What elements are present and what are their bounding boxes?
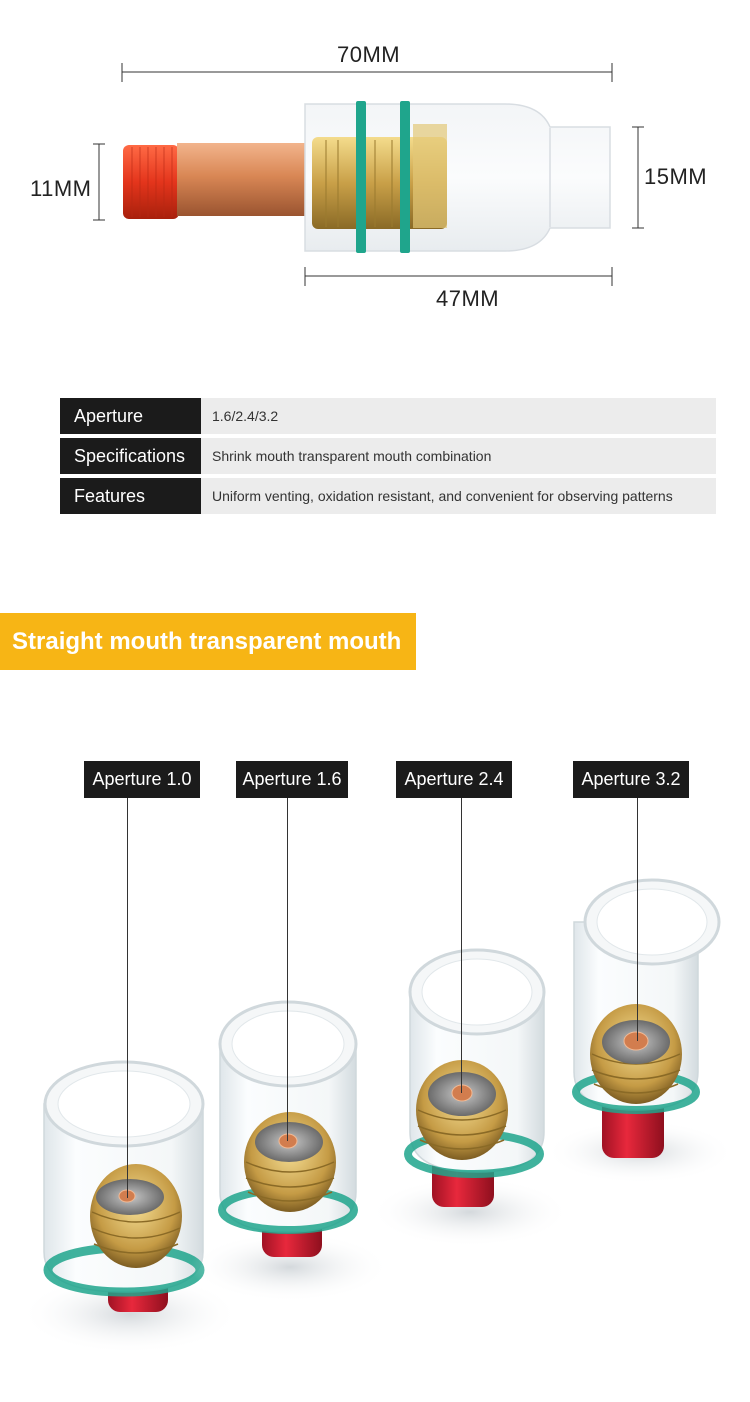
spec-key: Specifications (60, 438, 201, 474)
aperture-leader-line (127, 798, 128, 1198)
nozzle-aperture-1-0 (20, 1062, 240, 1354)
dimension-15mm (632, 127, 644, 228)
spec-value: Shrink mouth transparent mouth combination (201, 438, 716, 474)
spec-row-aperture (60, 398, 716, 434)
aperture-label-1-0: Aperture 1.0 (84, 761, 200, 798)
dimension-47mm (305, 267, 612, 286)
spec-value: 1.6/2.4/3.2 (201, 398, 716, 434)
spec-row-features (60, 478, 716, 514)
aperture-leader-line (461, 798, 462, 1093)
brass-gas-lens (312, 124, 447, 229)
spec-key: Features (60, 478, 201, 514)
dimension-label-cup: 15MM (644, 164, 708, 189)
spec-row-specifications (60, 438, 716, 474)
dimension-11mm (93, 144, 105, 220)
spec-table (60, 398, 716, 518)
section-banner: Straight mouth transparent mouth (0, 613, 416, 670)
nozzle-aperture-2-4 (370, 950, 570, 1247)
spec-key: Aperture (60, 398, 201, 434)
nozzle-aperture-1-6 (190, 1002, 390, 1302)
aperture-label-2-4: Aperture 2.4 (396, 761, 512, 798)
dimension-label-total: 70MM (337, 42, 401, 67)
aperture-label-3-2: Aperture 3.2 (573, 761, 689, 798)
green-ring (356, 101, 366, 253)
dimension-label-body: 47MM (436, 286, 500, 311)
aperture-label-1-6: Aperture 1.6 (236, 761, 348, 798)
spec-value: Uniform venting, oxidation resistant, and convenient for observing patterns (201, 478, 716, 514)
copper-collet (177, 143, 309, 216)
aperture-leader-line (287, 798, 288, 1141)
green-ring (400, 101, 410, 253)
dimension-label-collet: 11MM (30, 176, 92, 201)
red-cap (123, 145, 179, 219)
aperture-leader-line (637, 798, 638, 1041)
nozzle-aperture-3-2 (545, 880, 735, 1184)
